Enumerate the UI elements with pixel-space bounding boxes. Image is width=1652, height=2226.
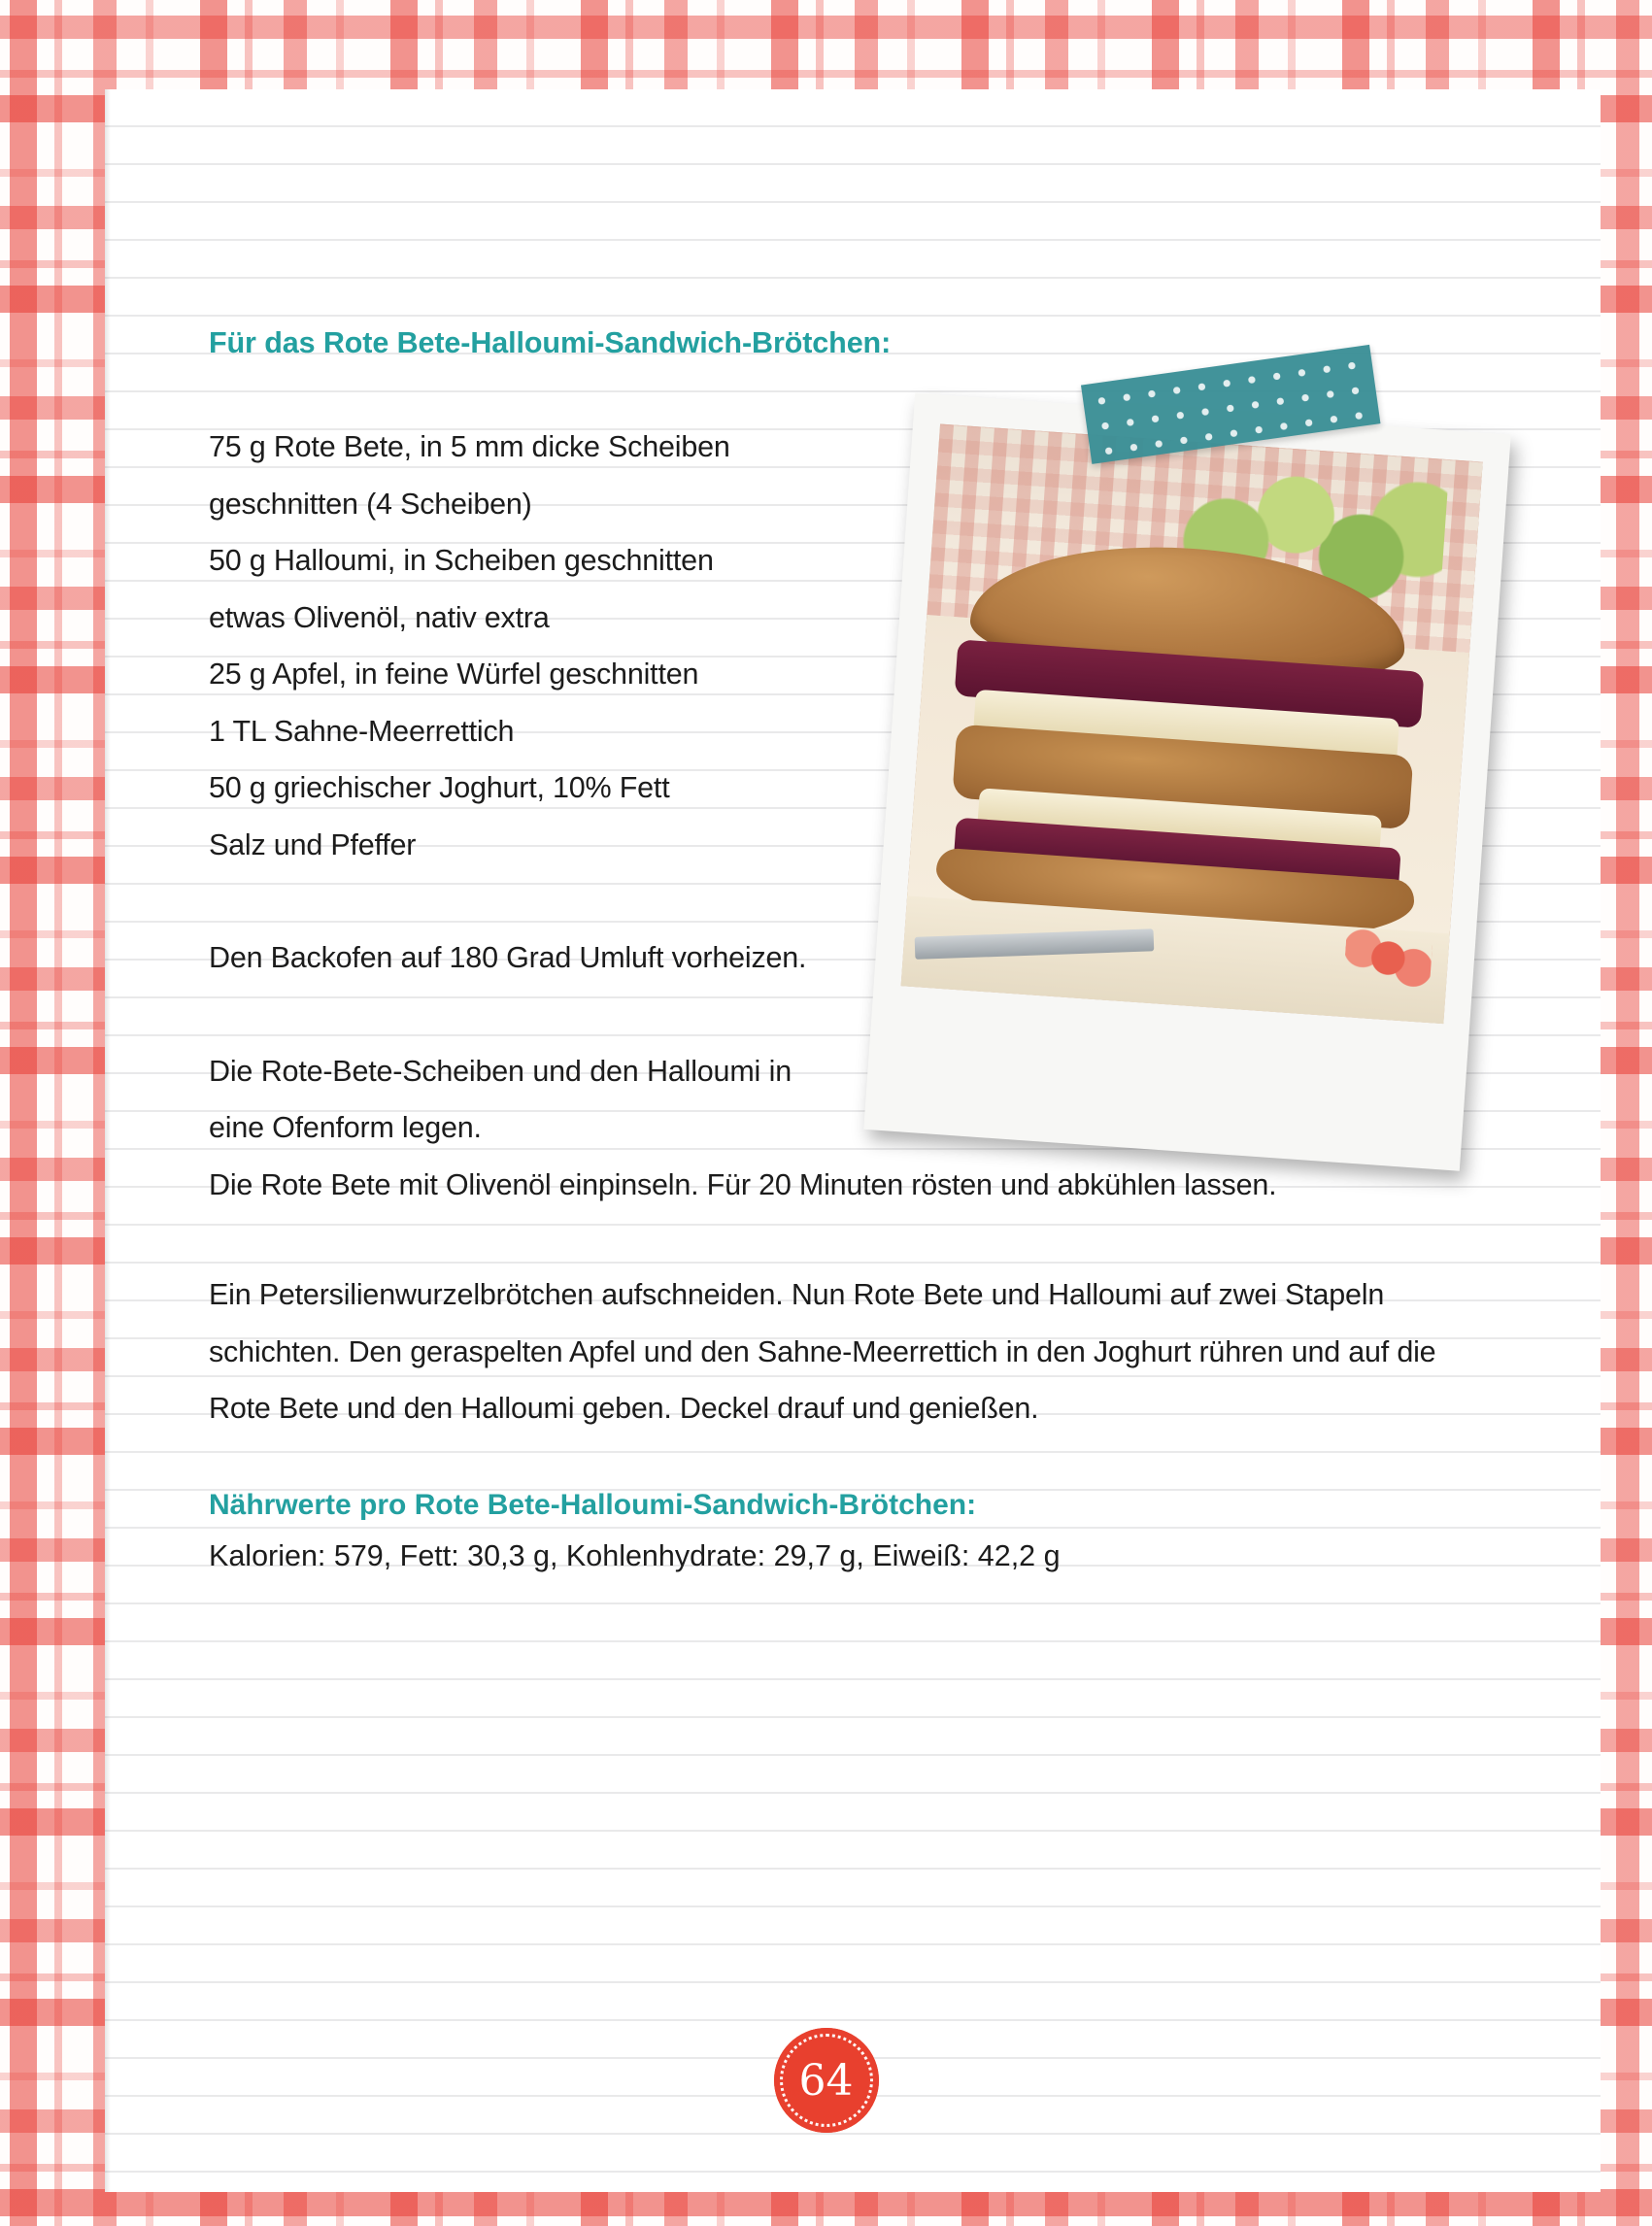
sheet-edge-shadow — [105, 89, 111, 2192]
page-number: 64 — [798, 2055, 854, 2106]
ingredient-line: etwas Olivenöl, nativ extra — [209, 600, 550, 634]
recipe-step-4: Ein Petersilienwurzelbrötchen aufschneiden. Nun Rote Bete und Halloumi auf zwei Stapeln schichten. Den geraspelten Apfel und den Sahne-Meerrettich in den Joghurt rühren und auf die Rote Bete und den Halloumi geben. Deckel drauf und genießen. — [209, 1278, 1436, 1425]
nutrition-heading: Nährwerte pro Rote Bete-Halloumi-Sandwich-Brötchen: — [209, 1488, 977, 1521]
ingredient-line: Salz und Pfeffer — [209, 827, 417, 861]
recipe-step-1: Den Backofen auf 180 Grad Umluft vorheizen. — [209, 941, 807, 974]
ingredient-line: 25 g Apfel, in feine Würfel geschnitten — [209, 658, 699, 691]
recipe-step-3: Die Rote Bete mit Olivenöl einpinseln. Für 20 Minuten rösten und abkühlen lassen. — [209, 1167, 1277, 1201]
ingredient-line: 1 TL Sahne-Meerrettich — [209, 714, 515, 748]
page-number-badge — [774, 2028, 879, 2133]
ingredient-line: 50 g griechischer Joghurt, 10% Fett — [209, 771, 670, 804]
spacer — [209, 1437, 1467, 1480]
polaroid-frame — [863, 393, 1511, 1171]
photo-image — [901, 424, 1483, 1025]
ingredients-list — [209, 419, 830, 873]
ingredient-line: geschnitten (4 Scheiben) — [209, 487, 532, 521]
photo-flower-decor — [1342, 916, 1434, 1000]
nutrition-values: Kalorien: 579, Fett: 30,3 g, Kohlenhydrate: 29,7 g, Eiweiß: 42,2 g — [209, 1538, 1061, 1572]
ingredients-heading: Für das Rote Bete-Halloumi-Sandwich-Brötchen: — [209, 326, 892, 359]
ingredient-line: 75 g Rote Bete, in 5 mm dicke Scheiben — [209, 430, 730, 463]
recipe-step-2: Die Rote-Bete-Scheiben und den Halloumi in eine Ofenform legen. — [209, 1054, 792, 1144]
spacer — [209, 1213, 1467, 1266]
ingredient-line: 50 g Halloumi, in Scheiben geschnitten — [209, 544, 714, 577]
recipe-photo — [863, 393, 1506, 1171]
